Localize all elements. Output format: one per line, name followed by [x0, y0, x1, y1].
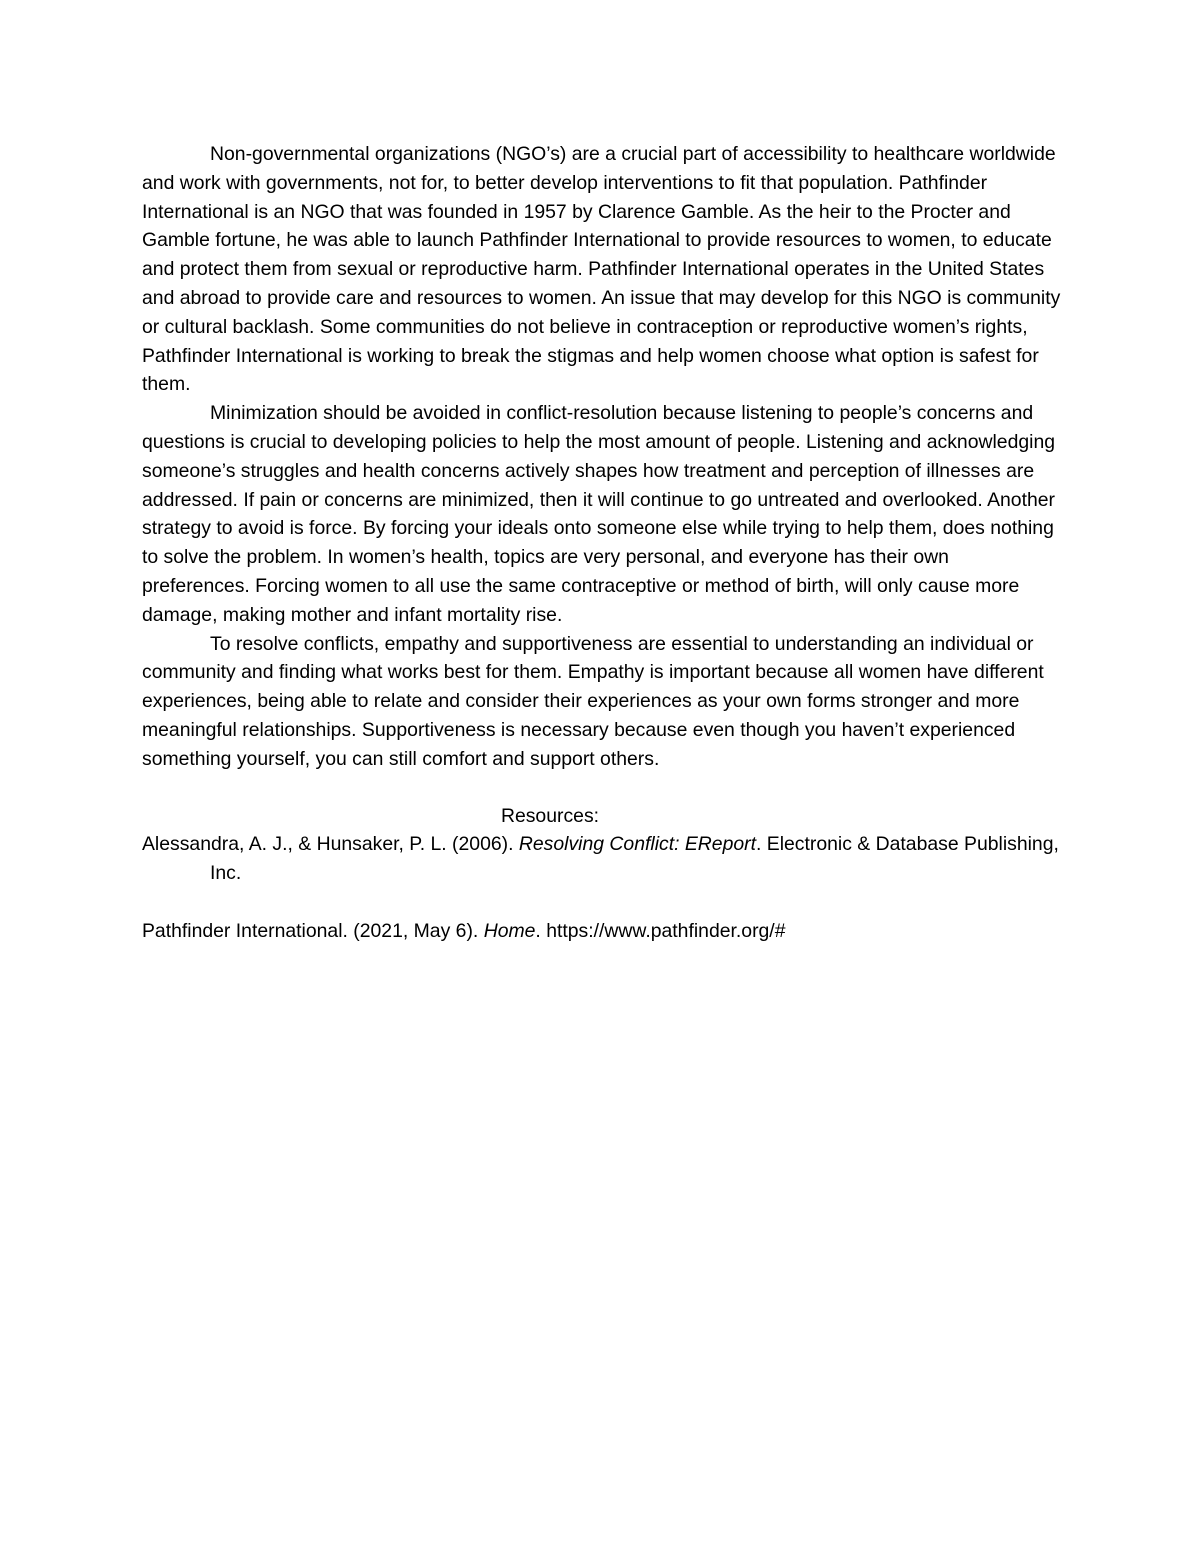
reference-alessandra	[142, 830, 1062, 888]
reference-title: Resolving Conflict: EReport	[518, 833, 756, 856]
document-body	[142, 140, 1062, 946]
paragraph-minimization: Minimization should be avoided in conflict-resolution because listening to people’s concerns and questions is crucial to developing policies to help the most amount of people. Listening and acknowledging someone’s struggles and health concerns actively shapes how treatment and perception of illnesses are addressed. If pain or concerns are minimized, then it will continue to go untreated and overlooked. Another strategy to avoid is force. By forcing your ideals onto someone else while trying to help them, does nothing to solve the problem. In women’s health, topics are very personal, and everyone has their own preferences. Forcing women to all use the same contraceptive or method of birth, will only cause more damage, making mother and infant mortality rise.	[142, 402, 1056, 626]
paragraph-ngo-overview: Non-governmental organizations (NGO’s) are a crucial part of accessibility to healthcare worldwide and work with governments, not for, to better develop interventions to fit that population. Pathfinder International is an NGO that was founded in 1957 by Clarence Gamble. As the heir to the Procter and Gamble fortune, he was able to launch Pathfinder International to provide resources to women, to educate and protect them from sexual or reproductive harm. Pathfinder International operates in the United States and abroad to provide care and resources to women. An issue that may develop for this NGO is community or cultural backlash. Some communities do not believe in contraception or reproductive women’s rights, Pathfinder International is working to break the stigmas and help women choose what option is safest for them.	[142, 143, 1061, 396]
reference-authors-date: Alessandra, A. J., & Hunsaker, P. L. (2006).	[142, 833, 519, 856]
resources-heading: Resources:	[500, 804, 600, 827]
reference-publisher: . Electronic & Database Publishing, Inc.	[210, 833, 1059, 885]
reference-pathfinder	[142, 917, 1062, 946]
reference-authors-date: Pathfinder International. (2021, May 6).	[142, 919, 484, 942]
paragraph-conflict-resolution: To resolve conflicts, empathy and supportiveness are essential to understanding an individual or community and finding what works best for them. Empathy is important because all women have different experiences, being able to relate and consider their experiences as your own forms stronger and more meaningful relationships. Supportiveness is necessary because even though you haven’t experienced something yourself, you can still comfort and support others.	[142, 632, 1044, 770]
reference-url: . https://www.pathfinder.org/#	[535, 919, 786, 942]
reference-title: Home	[483, 919, 536, 942]
